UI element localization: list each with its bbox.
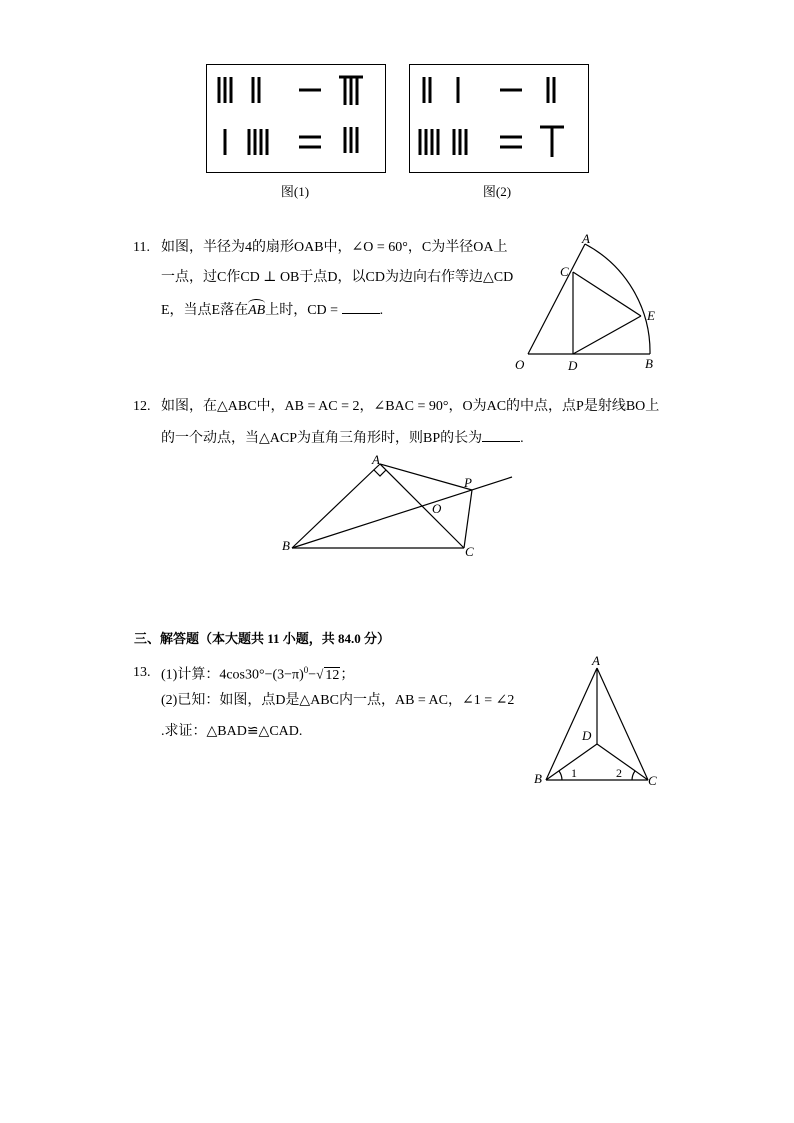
q12-label-P: P xyxy=(464,475,472,490)
q11-number: 11. xyxy=(133,240,150,255)
q12-line2-end: . xyxy=(520,431,524,446)
q11-line3-a: E，当点E落在 xyxy=(161,303,249,318)
q13-part1 xyxy=(161,661,354,685)
q13-part1-b: − xyxy=(308,667,317,683)
q13-part2-line2: .求证：△BAD≌△CAD. xyxy=(161,724,303,739)
q11-line3-end: . xyxy=(379,303,384,318)
q11-label-C: C xyxy=(560,264,569,279)
q13-label-D: D xyxy=(582,728,592,743)
q11-line1: 如图，半径为4的扇形OAB中，∠O = 60°，C为半径OA上 xyxy=(161,240,508,255)
q13-angle-2: 2 xyxy=(616,766,622,780)
q13-label-B: B xyxy=(534,771,542,786)
q13-label-C: C xyxy=(648,773,657,788)
q11-label-B: B xyxy=(645,356,653,371)
counting-rods-figure-2 xyxy=(410,65,588,172)
q13-part1-exp: 0 xyxy=(303,665,309,675)
q13-label-A: A xyxy=(592,653,600,668)
q11-line3 xyxy=(161,300,383,320)
section-3-title: 三、解答题（本大题共 11 小题，共 84.0 分） xyxy=(134,631,391,646)
counting-rods-figure-1 xyxy=(207,65,385,172)
q13-part1-end: ； xyxy=(340,667,355,683)
q12-line2-a: 的一个动点，当△ACP为直角三角形时，则BP的长为 xyxy=(161,431,483,446)
q12-line1: 如图，在△ABC中，AB = AC = 2，∠BAC = 90°，O为AC的中点，点P是射线BO上 xyxy=(161,399,660,414)
q12-answer-blank[interactable] xyxy=(482,428,520,442)
q13-number: 13. xyxy=(133,665,151,680)
q11-sector-diagram xyxy=(510,232,670,374)
q13-part1-a: (1)计算：4cos30°−(3−π) xyxy=(161,667,304,683)
q12-label-B: B xyxy=(282,538,290,553)
q11-label-A: A xyxy=(582,232,590,246)
sqrt-icon: √ xyxy=(316,666,324,682)
figure-2-box xyxy=(409,64,589,173)
q12-label-A: A xyxy=(372,452,380,467)
q11-arc-ab: AB xyxy=(248,303,266,318)
q13-angle-1: 1 xyxy=(571,766,577,780)
q11-answer-blank[interactable] xyxy=(342,300,380,314)
q12-label-C: C xyxy=(465,544,474,559)
q13-part2-line1: (2)已知：如图，点D是△ABC内一点，AB = AC，∠1 = ∠2 xyxy=(161,693,515,708)
q11-label-D: D xyxy=(568,358,578,373)
q11-label-O: O xyxy=(515,357,525,372)
figure-2-caption: 图(2) xyxy=(482,184,512,199)
q11-line3-b: 上时，CD = xyxy=(265,303,339,318)
q13-triangle-diagram xyxy=(530,652,662,790)
figure-1-box xyxy=(206,64,386,173)
q11-line2: 一点，过C作CD ⊥ OB于点D，以CD为边向右作等边△CD xyxy=(161,270,514,285)
q12-label-O: O xyxy=(432,501,442,516)
q11-label-E: E xyxy=(647,308,655,323)
figure-1-caption: 图(1) xyxy=(280,184,310,199)
q12-triangle-diagram xyxy=(278,450,518,562)
q12-number: 12. xyxy=(133,399,151,414)
q13-part1-sqrt: 12 xyxy=(325,667,340,683)
q12-line2 xyxy=(161,428,524,448)
